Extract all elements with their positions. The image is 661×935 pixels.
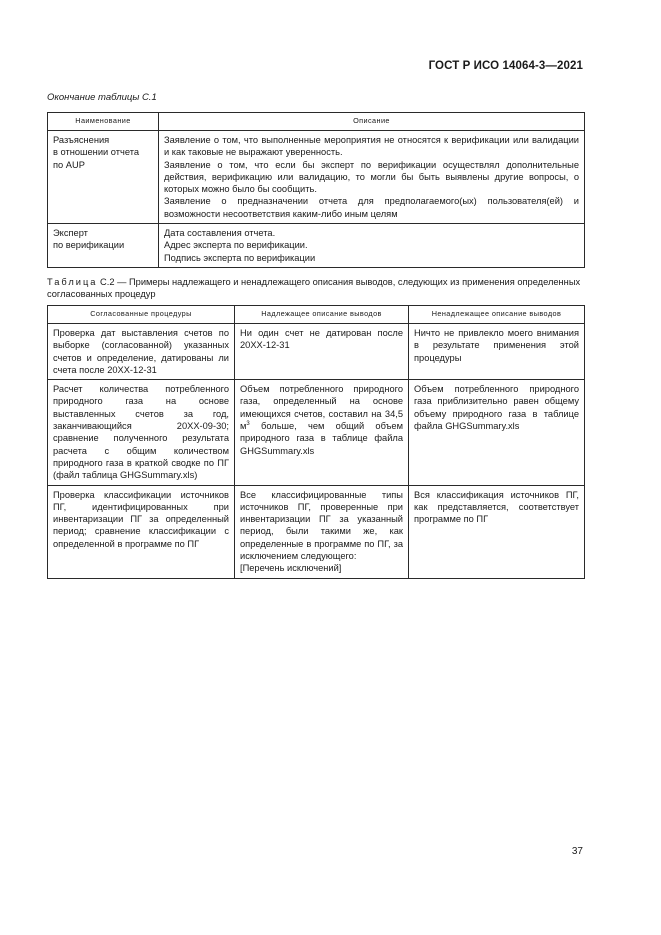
table-row — [48, 380, 585, 485]
column-header-procedures: Согласованные процедуры — [48, 306, 235, 324]
superscript-unit: 3 — [246, 420, 250, 427]
proper-cell: Ни один счет не датирован после 20ХХ-12-31 — [235, 324, 409, 380]
table-c2-caption-text: С.2 — Примеры надлежащего и ненадлежащего описания выводов, следующих из применения определенных согласованных процедур — [47, 277, 581, 300]
description-paragraph: Заявление о том, что выполненные мероприятия не относятся к верификации или валидации и как таковые не выражают уверенность. — [164, 135, 579, 158]
description-paragraph: Заявление о предназначении отчета для предполагаемого(ых) пользователя(ей) и возможности несоответствия каким-либо иным целям — [164, 196, 579, 219]
row-name-cell — [48, 131, 159, 224]
page-number: 37 — [571, 846, 583, 857]
description-paragraph: Заявление о том, что если бы эксперт по верификации осуществлял дополнительные действия, верификацию или валидацию, то могли бы быть выявлены другие вопросы, о которых можно было бы сообщить. — [164, 159, 579, 195]
row-name-line: по верификации — [53, 240, 125, 251]
table-c2 — [47, 305, 585, 579]
column-header-improper: Ненадлежащее описание выводов — [409, 306, 585, 324]
table-c1-caption: Окончание таблицы С.1 — [47, 92, 157, 103]
proper-cell — [235, 380, 409, 485]
table-row — [48, 324, 585, 380]
row-description-cell — [159, 131, 585, 224]
table-c1 — [47, 112, 585, 268]
description-paragraph: Адрес эксперта по верификации. — [164, 240, 308, 251]
table-row — [48, 131, 585, 224]
row-name-line: в отношении отчета — [53, 147, 140, 158]
proper-text-start: Объем потребленного природного газа, определенный на основе имеющихся счетов, составил на 34,5 м — [240, 384, 403, 432]
description-paragraph: Дата составления отчета. — [164, 228, 276, 239]
column-header-proper: Надлежащее описание выводов — [235, 306, 409, 324]
table-c2-caption-label: Таблица — [47, 277, 98, 287]
document-header: ГОСТ Р ИСО 14064-3—2021 — [428, 60, 583, 72]
row-description-cell — [159, 224, 585, 268]
table-c2-caption — [47, 276, 587, 301]
proper-text-end: больше, чем общий объем природного газа в таблице файла GHGSummary.xls — [240, 421, 403, 456]
column-header-description: Описание — [159, 113, 585, 131]
improper-cell: Объем потребленного природного газа приблизительно равен общему объему природного газа в таблице файла GHGSummary.xls — [409, 380, 585, 485]
proper-text: Все классифицированные типы источников ПГ, проверенные при инвентаризации ПГ за указанный период, были такими же, как определенные в программе по ПГ, за исключением следующего: — [240, 489, 403, 562]
table-row — [48, 485, 585, 578]
row-name-line: Эксперт — [53, 228, 88, 239]
table-row — [48, 224, 585, 268]
improper-cell: Ничто не привлекло моего внимания в результате применения этой процедуры — [409, 324, 585, 380]
description-paragraph: Подпись эксперта по верификации — [164, 252, 316, 263]
exceptions-placeholder: [Перечень исключений] — [240, 563, 342, 574]
row-name-line: Разъяснения — [53, 135, 110, 145]
row-name-cell — [48, 224, 159, 268]
row-name-line: по AUP — [53, 159, 85, 170]
improper-cell: Вся классификация источников ПГ, как представляется, соответствует программе по ПГ — [409, 485, 585, 578]
procedure-cell: Расчет количества потребленного природного газа на основе выставленных счетов за год, заканчивающийся 20ХХ-09-30; сравнение полученного результата расчета с общим количеством природного газа в краткой сводке по ПГ (файл таблица GHGSummary.xls) — [48, 380, 235, 485]
procedure-cell: Проверка классификации источников ПГ, идентифицированных при инвентаризации ПГ за определенный период; сравнение классификации с определенной в программе по ПГ — [48, 485, 235, 578]
procedure-cell: Проверка дат выставления счетов по выборке (согласованной) указанных счетов и определение, датированы ли счета после 20ХХ-12-31 — [48, 324, 235, 380]
proper-cell — [235, 485, 409, 578]
column-header-name: Наименование — [48, 113, 159, 131]
